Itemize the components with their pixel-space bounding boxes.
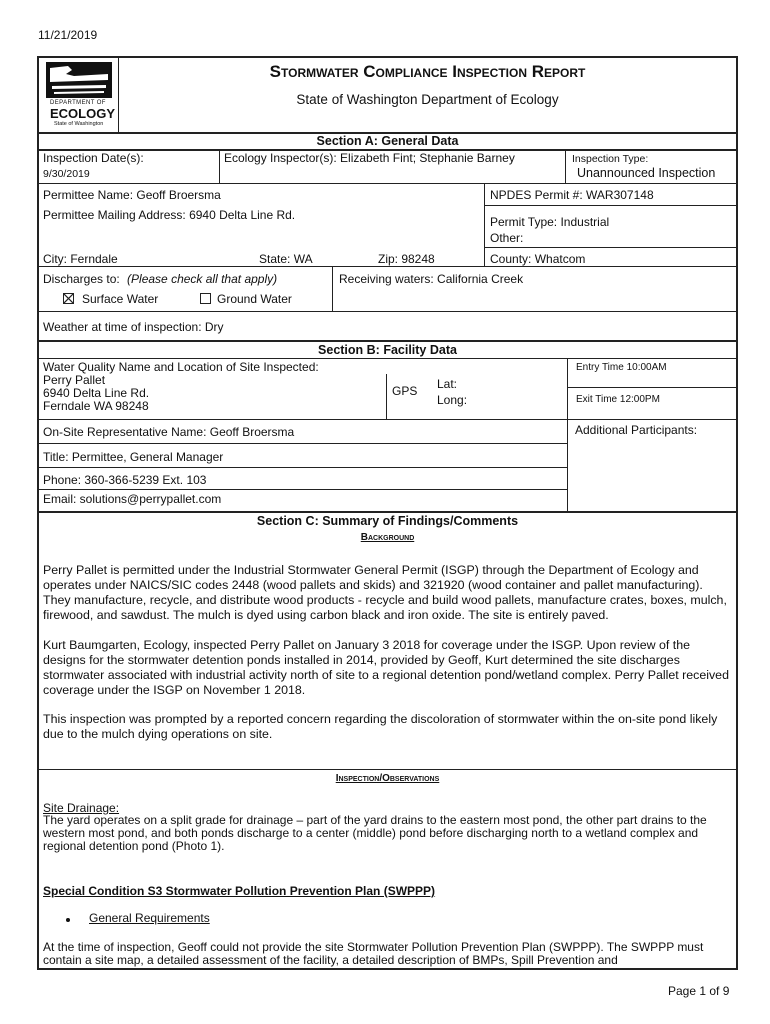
- rep-email: Email: solutions@perrypallet.com: [43, 492, 222, 506]
- divider: [568, 387, 738, 388]
- report-title: Stormwater Compliance Inspection Report: [269, 62, 586, 81]
- divider: [565, 150, 566, 184]
- rep-phone: Phone: 360-366-5239 Ext. 103: [43, 473, 207, 487]
- background-paragraph-1: Perry Pallet is permitted under the Industrial Stormwater General Permit (ISGP) through the Department of Ecology and operates under NAICS/SIC codes 2448 (wood pallets and skids) and 321920 (wood container and pallet manufacturing). They manufacture, recycle, and distribute wood products - recycle and build wood pallets, manufacture crates, boxes, mulch, firewood, and sawdust. The mulch is dyed using carbon black and iron oxide. The site is entirely paved.: [43, 563, 727, 622]
- page-date: 11/21/2019: [38, 28, 98, 42]
- background-heading: Background: [360, 532, 415, 543]
- site-name: Perry Pallet: [43, 373, 106, 387]
- site-location: [43, 361, 319, 413]
- washington-map-icon: [44, 60, 114, 100]
- inspection-type-label: Inspection Type:: [572, 153, 649, 165]
- divider: [37, 511, 738, 513]
- site-drainage-heading: Site Drainage:: [43, 801, 120, 815]
- permittee-name: Permittee Name: Geoff Broersma: [43, 188, 221, 202]
- section-b-title: Section B: Facility Data: [318, 343, 457, 357]
- divider: [37, 769, 738, 770]
- observations-heading: Inspection/Observations: [335, 773, 440, 784]
- background-paragraph-3: This inspection was prompted by a reported concern regarding the discoloration of stormwater within the on-site pond likely due to the mulch dying operations on site.: [43, 712, 718, 741]
- ecology-inspectors: Ecology Inspector(s): Elizabeth Fint; Stephanie Barney: [224, 151, 515, 165]
- general-requirements: General Requirements: [89, 911, 210, 925]
- logo-line3: State of Washington: [54, 121, 104, 127]
- check-x-icon: [64, 294, 73, 303]
- receiving-waters: Receiving waters: California Creek: [339, 272, 524, 286]
- npdes-permit: NPDES Permit #: WAR307148: [490, 188, 654, 202]
- site-address: 6940 Delta Line Rd.: [43, 386, 150, 400]
- divider: [219, 150, 220, 184]
- gps-lat: Lat:: [437, 377, 458, 391]
- report-subtitle: State of Washington Department of Ecology: [296, 92, 559, 107]
- entry-time: Entry Time 10:00AM: [576, 362, 667, 373]
- weather: Weather at time of inspection: Dry: [43, 320, 224, 334]
- onsite-rep-name: On-Site Representative Name: Geoff Broersma: [43, 425, 295, 439]
- divider: [37, 340, 738, 342]
- divider: [37, 266, 738, 267]
- divider: [37, 358, 738, 359]
- divider: [37, 311, 738, 312]
- site-city: Ferndale WA 98248: [43, 399, 149, 413]
- surface-water-label: Surface Water: [82, 292, 159, 306]
- inspection-date: 9/30/2019: [43, 168, 90, 180]
- page-number: Page 1 of 9: [668, 984, 730, 998]
- zip: Zip: 98248: [378, 252, 435, 266]
- swppp-text: At the time of inspection, Geoff could not provide the site Stormwater Pollution Prevention Plan (SWPPP). The SWPPP must contain a site map, a detailed assessment of the facility, a detailed description of BMPs, Spill Prevention and: [43, 940, 704, 967]
- permit-type: Permit Type: Industrial: [490, 215, 610, 229]
- divider: [37, 183, 738, 184]
- ground-water-checkbox[interactable]: [200, 293, 211, 304]
- swppp-heading: Special Condition S3 Stormwater Pollution Prevention Plan (SWPPP): [43, 884, 436, 898]
- site-label: Water Quality Name and Location of Site Inspected:: [43, 360, 319, 374]
- gps-long: Long:: [437, 393, 468, 407]
- divider: [37, 443, 567, 444]
- divider: [386, 374, 387, 420]
- surface-water-checkbox[interactable]: [63, 293, 74, 304]
- ecology-logo: [44, 60, 114, 130]
- divider: [485, 205, 738, 206]
- rep-title: Title: Permittee, General Manager: [43, 450, 224, 464]
- exit-time: Exit Time 12:00PM: [576, 394, 660, 405]
- discharges-hint: (Please check all that apply): [127, 272, 278, 286]
- divider: [37, 419, 738, 420]
- inspection-type: Unannounced Inspection: [577, 166, 716, 180]
- additional-participants: Additional Participants:: [575, 423, 698, 437]
- discharges-label: Discharges to:: [43, 272, 120, 286]
- section-a-title: Section A: General Data: [316, 134, 459, 148]
- divider: [567, 359, 568, 511]
- inspection-date-label: Inspection Date(s):: [43, 151, 144, 165]
- logo-line1: DEPARTMENT OF: [50, 100, 106, 106]
- gps-label: GPS: [392, 384, 418, 398]
- state: State: WA: [259, 252, 313, 266]
- bullet-icon: [66, 918, 70, 922]
- permittee-mailing-address: Permittee Mailing Address: 6940 Delta Line Rd.: [43, 208, 296, 222]
- city: City: Ferndale: [43, 252, 118, 266]
- divider: [332, 267, 333, 312]
- ground-water-label: Ground Water: [217, 292, 292, 306]
- site-drainage-text: The yard operates on a split grade for drainage – part of the yard drains to the eastern most pond, the other part drains to the western most pond, and both ponds discharge to a center (middle) pond before discharging north to a wetland complex and regional detention pond (Photo 1).: [43, 813, 707, 853]
- logo-line2: ECOLOGY: [50, 106, 116, 121]
- section-c-title: Section C: Summary of Findings/Comments: [256, 514, 519, 528]
- divider: [484, 184, 485, 266]
- background-paragraph-2: Kurt Baumgarten, Ecology, inspected Perry Pallet on January 3 2018 for coverage under the ISGP. Upon review of the designs for the stormwater detention ponds installed in 2014, provided by Geoff, Kurt determined the site discharges stormwater associated with industrial activity north of site to a regional detention pond/wetland complex. Perry Pallet received coverage under the ISGP on November 1 2018.: [43, 638, 729, 697]
- county: County: Whatcom: [490, 252, 586, 266]
- permit-other: Other:: [490, 231, 524, 245]
- divider: [37, 467, 567, 468]
- divider: [485, 247, 738, 248]
- discharges-to-label: [43, 272, 277, 286]
- divider: [37, 489, 567, 490]
